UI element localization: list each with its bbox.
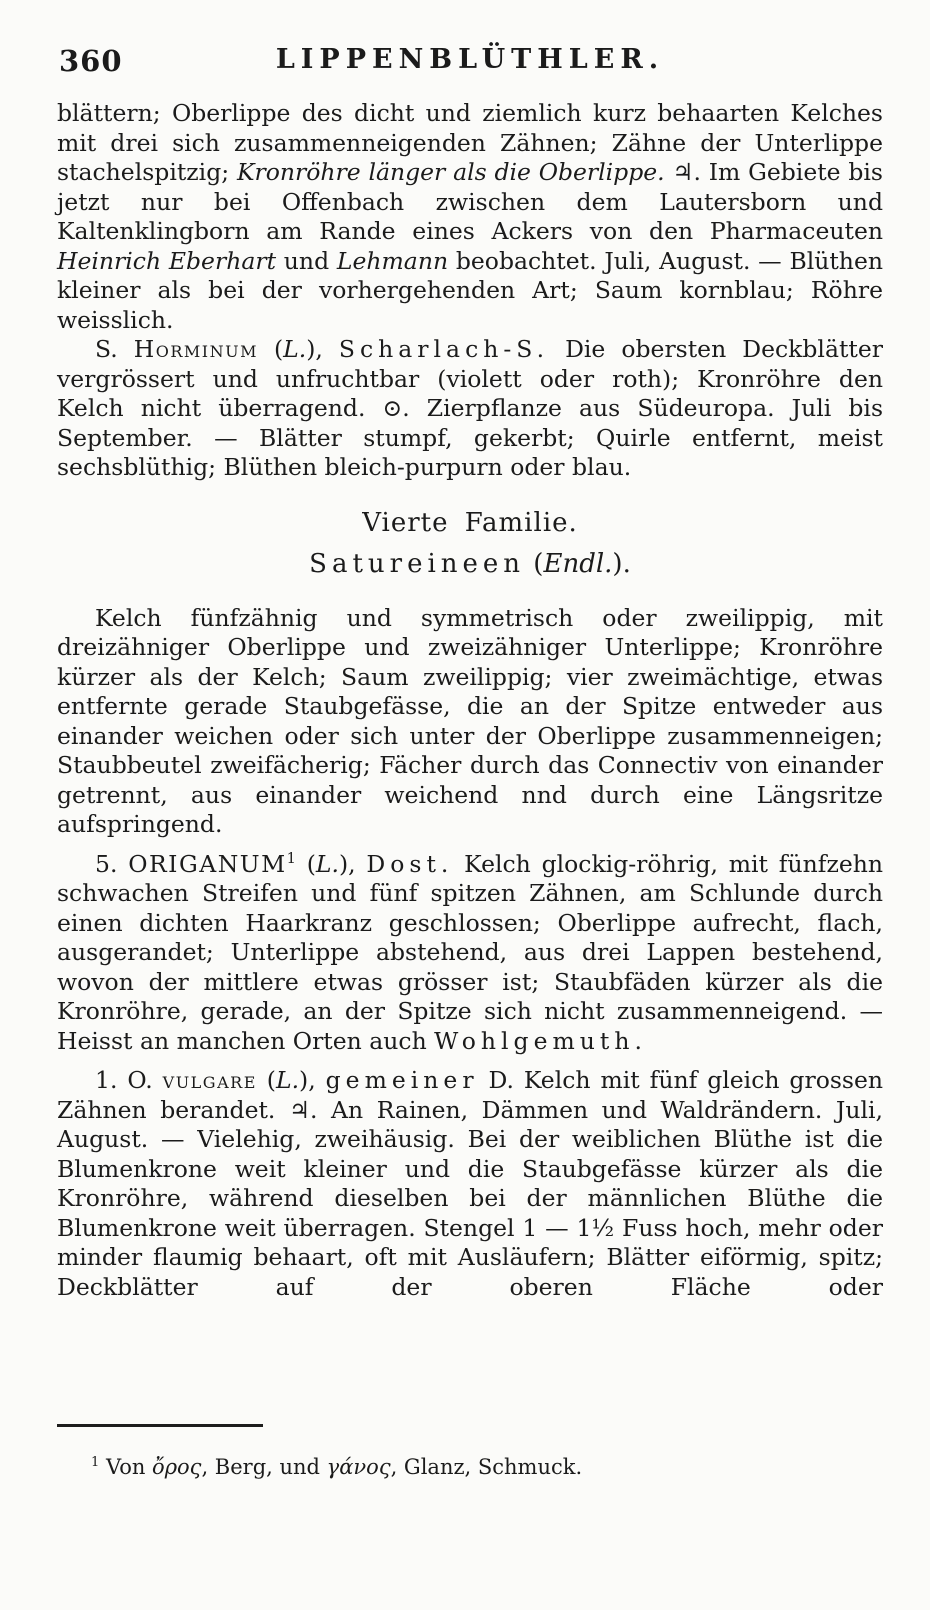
text-run: blättern; Oberlippe des dicht und ziemlich kurz behaarten Kelches mit drei sich zusammenneigenden Zähnen; Zähne der Unterlippe stachelspitzig;: [57, 99, 883, 186]
page-number: 360: [59, 44, 123, 78]
text-run: 5.: [95, 849, 129, 878]
paragraph-species-horminum: [57, 335, 883, 483]
species-name-smallcaps: vulgare: [162, 1066, 257, 1094]
page-header: [57, 44, 883, 84]
text-run: ),: [299, 1066, 326, 1094]
greek-word-italic: γάνος: [326, 1455, 391, 1479]
text-run: (: [256, 1066, 276, 1094]
text-run: S.: [95, 335, 134, 363]
paragraph-genus-origanum: [57, 850, 883, 1057]
text-run: Kelch glockig-röhrig, mit fünfzehn schwachen Streifen und fünf spitzen Zähnen, am Schlunde durch einen dichten Haarkranz geschlossen; Oberlippe aufrecht, flach, ausgerandet; Unterlippe abstehend, aus drei Lappen bestehend, wovon der mittlere etwas grösser ist; Staubfäden kürzer als die Kronröhre, gerade, an der Spitze sich nicht zusammenneigend. — Heisst an manchen Orten auch: [57, 849, 884, 1055]
footnote-marker: 1: [91, 1455, 100, 1470]
text-run: (: [295, 849, 316, 878]
author-abbrev-italic: Endl.: [543, 549, 613, 579]
text-run: beobachtet. Juli, August. — Blüthen kleiner als bei der vorhergehenden Art; Saum kornblau; Röhre weisslich.: [57, 246, 883, 334]
footnote-reference-mark: 1: [286, 849, 296, 867]
greek-word-italic: ὄρος: [152, 1455, 202, 1479]
text-run: 1. O.: [95, 1066, 163, 1094]
text-run: (: [525, 549, 544, 579]
common-name-letterspaced: Wohlgemuth: [434, 1026, 635, 1055]
running-title: LIPPENBLÜTHLER.: [275, 44, 665, 75]
text-run: Die obersten Deckblätter vergrössert und unfruchtbar (violett oder roth); Kronröhre den Kelch nicht überragend. ⊙. Zierpflanze aus Südeuropa. Juli bis September. — Blätter stumpf, gekerbt; Quirle entfernt, meist sechsblüthig; Blüthen bleich-purpurn oder blau.: [57, 335, 883, 481]
suborder-heading: [57, 550, 883, 580]
german-name-letterspaced: Scharlach-S.: [338, 335, 550, 363]
family-heading: Vierte Familie.: [362, 507, 578, 538]
text-run: D. Kelch mit fünf gleich grossen Zähnen berandet. ♃. An Rainen, Dämmen und Waldrändern. Juli, August. — Vielehig, zweihäusig. Bei der weiblichen Blüthe ist die Blumenkrone weit kleiner und die Staubgefässe kürzer als die Kronröhre, während dieselben bei der männlichen Blüthe die Blumenkrone weit überragen. Stengel 1 — 1½ Fuss hoch, mehr oder minder flaumig behaart, oft mit Ausläufern; Blätter eiförmig, spitz; Deckblätter auf der oberen Fläche oder: [57, 1066, 884, 1301]
text-run: ),: [338, 849, 367, 878]
footnote-separator-rule: [57, 1424, 263, 1427]
paragraph-salvia-continuation: [57, 99, 883, 335]
text-run: Kelch fünfzähnig und symmetrisch oder zweilippig, mit dreizähniger Oberlippe und zweizähniger Unterlippe; Kronröhre kürzer als der Kelch; Saum zweilippig; vier zweimächtige, etwas entfernte gerade Staubgefässe, die an der Spitze entweder aus einander weichen oder sich unter der Oberlippe zusammenneigen; Staubbeutel zweifächerig; Fächer durch das Connectiv von einander getrennt, aus einander weichend nnd durch eine Längsritze aufspringend.: [57, 603, 883, 838]
text-run: und: [276, 246, 337, 275]
text-run: ).: [612, 549, 631, 579]
author-abbrev-italic: L.: [275, 1066, 300, 1094]
text-run-italic: Kronröhre länger als die Oberlippe.: [236, 158, 665, 186]
text-run: Von: [99, 1455, 153, 1479]
species-name-smallcaps: Horminum: [133, 335, 258, 363]
suborder-name-letterspaced: Satureineen: [309, 549, 526, 579]
paragraph-species-vulgare: [57, 1066, 883, 1302]
text-run: , Glanz, Schmuck.: [390, 1455, 583, 1479]
text-run: (: [257, 335, 284, 363]
text-run: ),: [306, 335, 339, 363]
text-run-italic: Lehmann: [336, 246, 449, 275]
text-run: ♃. Im Gebiete bis jetzt nur bei Offenbach zwischen dem Lautersborn und Kaltenklingborn am Rande eines Ackers von den Pharmaceuten: [57, 158, 883, 245]
text-block: [57, 99, 883, 1302]
footnote-text: [57, 1454, 883, 1481]
author-abbrev-italic: L.: [283, 335, 307, 363]
text-run-italic: Heinrich Eberhart: [57, 246, 277, 275]
author-abbrev-italic: L.: [315, 849, 339, 878]
genus-name-caps: ORIGANUM: [128, 849, 287, 878]
text-run: .: [634, 1026, 642, 1055]
paragraph-family-description: [57, 604, 883, 840]
german-name-letterspaced: gemeiner: [325, 1066, 479, 1094]
footnote-block: [57, 1424, 883, 1481]
text-run: , Berg, und: [201, 1455, 327, 1479]
german-name-letterspaced: Dost.: [366, 849, 454, 878]
